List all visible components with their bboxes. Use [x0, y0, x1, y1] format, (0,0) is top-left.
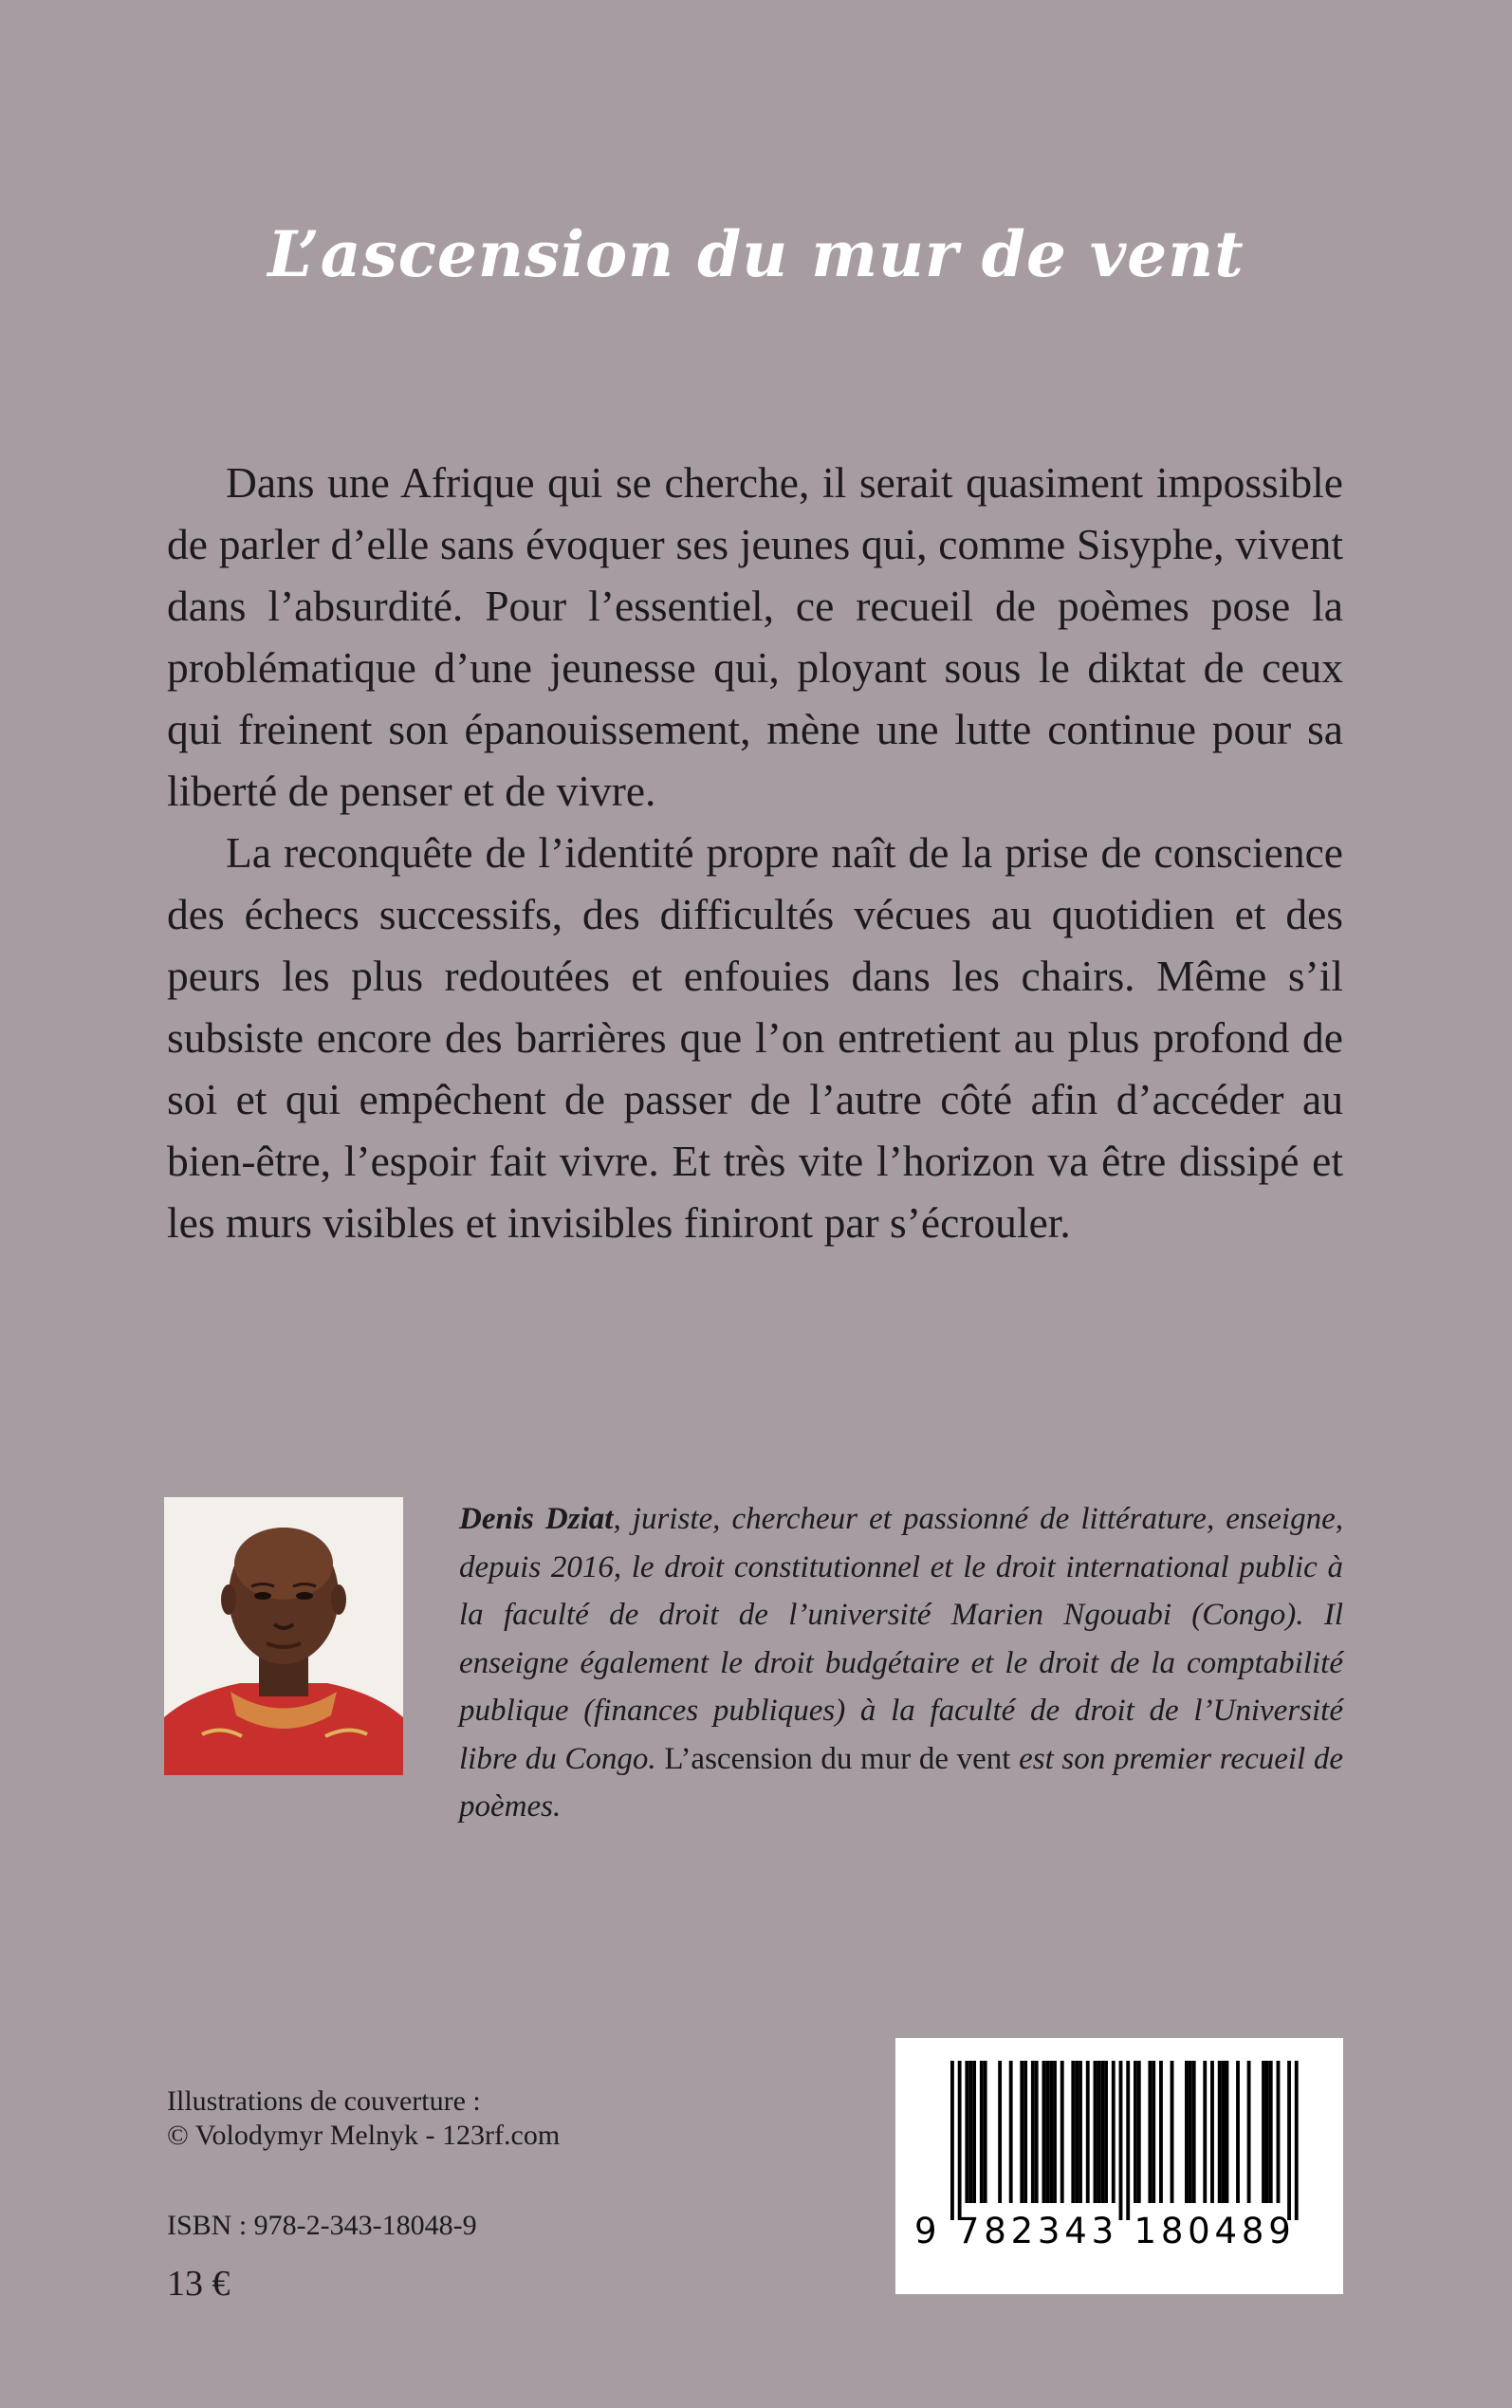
- barcode-bar: [1159, 2061, 1163, 2203]
- credits-line-1: Illustrations de couverture :: [167, 2085, 481, 2117]
- isbn: ISBN : 978-2-343-18048-9: [167, 2210, 477, 2241]
- author-bio-part-1: , juriste, chercheur et passionné de littérature, enseigne, depuis 2016, le droit constitutionnel et le droit international public à la faculté de droit de l’université Marien Ngouabi (Congo). Il enseigne également le droit budgétaire et le droit de la comptabilité publique (finances publiques) à la faculté de droit de l’Université libre du Congo.: [459, 1502, 1343, 1776]
- barcode-bar: [1071, 2061, 1075, 2203]
- barcode-bar: [1049, 2061, 1053, 2203]
- barcode-bar: [1203, 2061, 1207, 2203]
- barcode-bar: [1126, 2061, 1130, 2220]
- barcode-bar: [972, 2061, 976, 2203]
- barcode-bar: [1295, 2061, 1299, 2220]
- barcode-bar: [1104, 2061, 1108, 2203]
- barcode-bar: [1119, 2061, 1123, 2220]
- author-portrait-illustration: [164, 1497, 403, 1775]
- cover-credits: [167, 2084, 560, 2153]
- book-summary: [167, 452, 1343, 1253]
- barcode-bar: [1009, 2061, 1013, 2203]
- barcode-bar: [1134, 2061, 1137, 2203]
- author-bio: [459, 1495, 1343, 1831]
- barcode-bar: [1045, 2061, 1049, 2203]
- barcode-bar: [1100, 2061, 1104, 2203]
- book-title: L’ascension du mur de vent: [267, 217, 1245, 292]
- barcode-bar: [1185, 2061, 1189, 2203]
- barcode-bar: [1023, 2061, 1027, 2203]
- author-photo: [164, 1497, 403, 1775]
- barcode-bar: [1287, 2061, 1291, 2220]
- barcode-digits: 9 782343 180489: [914, 2211, 1296, 2251]
- barcode-bar: [1148, 2061, 1152, 2203]
- barcode-bar: [998, 2061, 1002, 2203]
- barcode-bar: [1226, 2061, 1229, 2203]
- summary-paragraph: La reconquête de l’identité propre naît de la prise de conscience des échecs successifs, des difficultés vécues au quotidien et des peurs les plus redoutées et enfouies dans les chairs. Même s’il subsiste encore des barrières que l’on entretient au plus profond de soi et qui empêchent de passer de l’autre côté afin d’accéder au bien-être, l’espoir fait vivre. Et très vite l’horizon va être dissipé et les murs visibles et invisibles finiront par s’écrouler.: [167, 828, 1343, 1247]
- barcode-bar: [1277, 2061, 1281, 2203]
- barcode: [895, 2038, 1343, 2294]
- barcode-bar: [1137, 2061, 1141, 2203]
- barcode-bar: [1053, 2061, 1057, 2203]
- barcode-bar: [1192, 2061, 1196, 2203]
- barcode-bar: [984, 2061, 987, 2203]
- author-bio-text: [459, 1495, 1343, 1831]
- barcode-bar: [1262, 2061, 1265, 2203]
- barcode-bar: [1094, 2061, 1097, 2203]
- barcode-bar: [968, 2061, 972, 2203]
- barcode-bar: [958, 2061, 962, 2220]
- barcode-bar: [1060, 2061, 1064, 2203]
- price: 13 €: [167, 2264, 230, 2304]
- barcode-bar: [1152, 2061, 1155, 2203]
- barcode-bar: [1097, 2061, 1100, 2203]
- author-book-reference: L’ascension du mur de vent: [664, 1741, 1011, 1776]
- barcode-bar: [1112, 2061, 1116, 2203]
- author-bio-part-2: est son premier recueil de poèmes.: [459, 1741, 1343, 1824]
- barcode-bar: [980, 2061, 984, 2203]
- barcode-bars: [895, 2038, 1343, 2294]
- barcode-bar: [1210, 2061, 1214, 2203]
- credits-line-2: © Volodymyr Melnyk - 123rf.com: [167, 2120, 561, 2151]
- barcode-bar: [1218, 2061, 1222, 2203]
- barcode-bar: [1269, 2061, 1273, 2203]
- summary-paragraph: Dans une Afrique qui se cherche, il serait quasiment impossible de parler d’elle sans évoquer ses jeunes qui, comme Sisyphe, vivent dans l’absurdité. Pour l’essentiel, ce recueil de poèmes pose la problématique d’une jeunesse qui, ployant sous le diktat de ceux qui freinent son épanouissement, mène une lutte continue pour sa liberté de penser et de vivre.: [167, 458, 1343, 815]
- barcode-bar: [1189, 2061, 1192, 2203]
- barcode-bar: [965, 2061, 968, 2203]
- barcode-bar: [1265, 2061, 1269, 2203]
- barcode-bar: [1086, 2061, 1090, 2203]
- barcode-bar: [1236, 2061, 1240, 2203]
- barcode-bar: [1020, 2061, 1023, 2203]
- barcode-bar: [1031, 2061, 1035, 2203]
- author-name: Denis Dziat: [459, 1502, 614, 1536]
- barcode-bar: [1075, 2061, 1079, 2203]
- barcode-bar: [1222, 2061, 1226, 2203]
- barcode-bar: [1035, 2061, 1039, 2203]
- barcode-bar: [1079, 2061, 1082, 2203]
- barcode-bar: [1042, 2061, 1046, 2203]
- barcode-bar: [1247, 2061, 1251, 2203]
- barcode-bar: [1171, 2061, 1174, 2203]
- barcode-bar: [950, 2061, 954, 2220]
